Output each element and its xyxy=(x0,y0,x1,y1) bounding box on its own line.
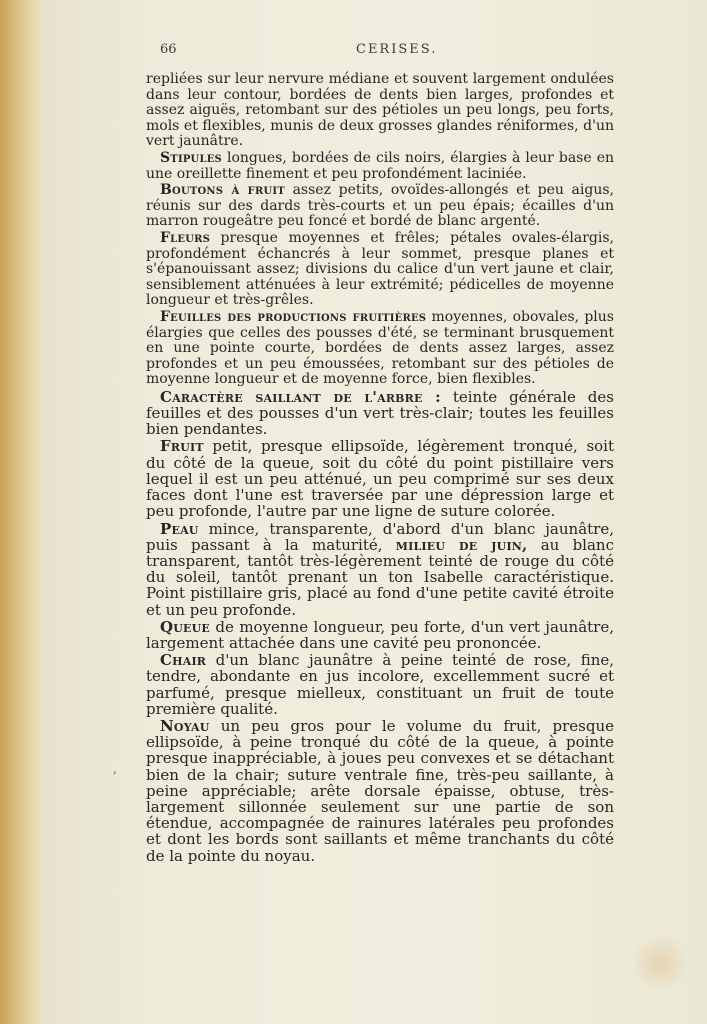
term-queue: Queue xyxy=(160,617,211,636)
paragraph-boutons xyxy=(146,183,614,230)
body-text xyxy=(146,72,614,865)
paragraph-text: teinte générale des feuilles et des pousses d'un vert très-clair; toutes les feuilles bien pendantes. xyxy=(146,387,614,439)
paragraph-text: de moyenne longueur, peu forte, d'un vert jaunâtre, largement attachée dans une cavité peu prononcée. xyxy=(146,617,614,652)
term-peau: Peau xyxy=(160,519,199,538)
term-stipules: Stipules xyxy=(160,149,222,166)
paragraph-text: mince, transparente, d'abord d'un blanc jaunâtre, puis passant à la maturité, xyxy=(146,519,614,554)
term-feuilles-productions: Feuilles des productions fruitières xyxy=(160,308,427,325)
paragraph-fleurs xyxy=(146,231,614,309)
term-milieu-de-juin: milieu de juin, xyxy=(395,535,528,554)
term-fleurs: Fleurs xyxy=(160,229,211,246)
term-noyau: Noyau xyxy=(160,716,210,735)
paragraph-fruit xyxy=(146,438,614,519)
page-number: 66 xyxy=(160,42,177,57)
paragraph-text: au blanc transparent, tantôt très-légèrement teinté de rouge du côté du soleil, tantôt prenant un ton Isabelle caractéristique. Point pistillaire gris, placé au fond d'une petite cavité étroite et un peu profonde. xyxy=(146,535,614,619)
margin-mark: , xyxy=(113,762,117,776)
paragraph-text: assez petits, ovoïdes-allongés et peu aigus, réunis sur des dards très-courts et un peu épais; écailles d'un marron rougeâtre peu foncé et bordé de blanc argenté. xyxy=(146,182,614,230)
paragraph-text: moyennes, obovales, plus élargies que celles des pousses d'été, se terminant brusquement en une pointe courte, bordées de dents assez larges, assez profondes et un peu émoussées, retombant sur des pétioles de moyenne longueur et de moyenne force, bien flexibles. xyxy=(146,308,614,388)
running-title: CERISES. xyxy=(356,42,438,57)
paragraph-continuation xyxy=(146,72,614,150)
page-header xyxy=(160,42,620,62)
library-stamp-mark xyxy=(635,936,685,996)
term-boutons-a-fruit: Boutons à fruit xyxy=(160,182,285,199)
paragraph-text: un peu gros pour le volume du fruit, presque ellipsoïde, à peine tronqué du côté de la queue, à pointe presque inappréciable, à joues peu convexes et se détachant bien de la chair; suture ventrale fine, très-peu saillante, à peine appréciable; arête dorsale épaisse, obtuse, très-largement sillonnée seulement sur une partie de son étendue, accompagnée de rainures latérales peu profondes et dont les bords sont saillants et même tranchants du côté de la pointe du noyau. xyxy=(146,716,614,865)
paragraph-text: longues, bordées de cils noirs, élargies à leur base en une oreillette finement et peu profondément laciniée. xyxy=(146,149,614,182)
paragraph-text: d'un blanc jaunâtre à peine teinté de rose, fine, tendre, abondante en jus incolore, excellemment sucré et parfumé, presque mielleux, constituant un fruit de toute première qualité. xyxy=(146,651,614,718)
term-chair: Chair xyxy=(160,651,207,670)
term-caractere-saillant: Caractère saillant de l'arbre : xyxy=(160,387,441,406)
paragraph-caractere xyxy=(146,389,614,438)
paragraph-chair xyxy=(146,652,614,717)
paragraph-queue xyxy=(146,619,614,651)
paragraph-text: presque moyennes et frêles; pétales ovales-élargis, profondément échancrés à leur sommet, presque planes et s'épanouissant assez; divisions du calice d'un vert jaune et clair, sensiblement atténuées à leur extrémité; pédicelles de moyenne longueur et très-grêles. xyxy=(146,229,614,309)
term-fruit: Fruit xyxy=(160,437,204,456)
paragraph-text: petit, presque ellipsoïde, légèrement tronqué, soit du côté de la queue, soit du côté du point pistillaire vers lequel il est un peu atténué, un peu comprimé sur ses deux faces dont l'une est traversée par une dépression large et peu profonde, l'autre par une ligne de suture colorée. xyxy=(146,437,614,521)
paragraph-peau xyxy=(146,521,614,618)
paragraph-text: repliées sur leur nervure médiane et souvent largement ondulées dans leur contour, bordées de dents bien larges, profondes et assez aiguës, retombant sur des pétioles un peu longs, peu forts, mols et flexibles, munis de deux grosses glandes réniformes, d'un vert jaunâtre. xyxy=(146,71,614,150)
paragraph-stipules xyxy=(146,151,614,182)
paragraph-feuilles xyxy=(146,310,614,388)
paragraph-noyau xyxy=(146,718,614,864)
